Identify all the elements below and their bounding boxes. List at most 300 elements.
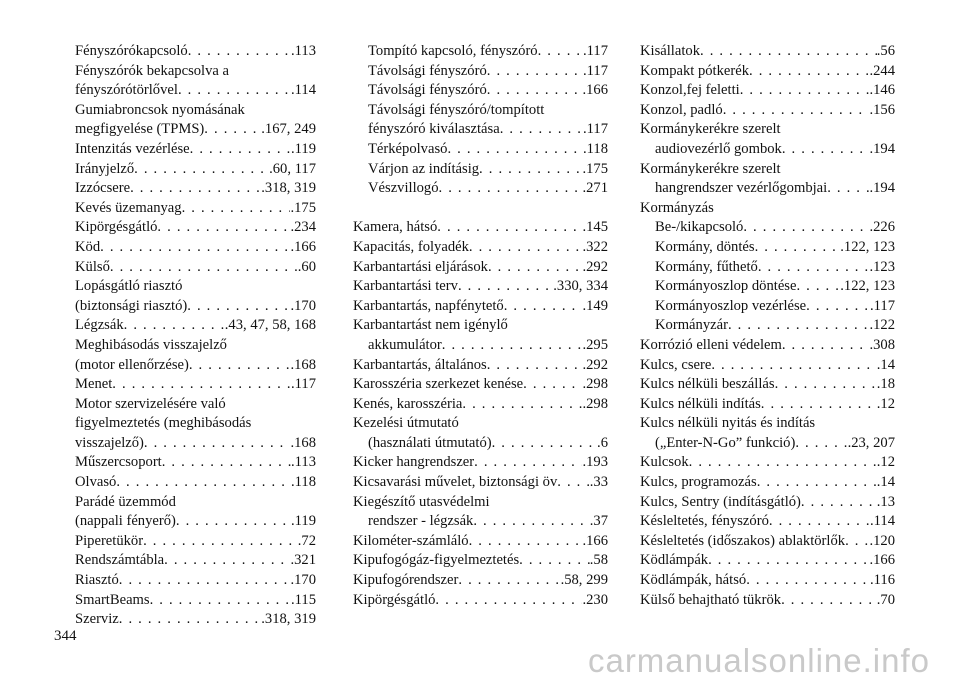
index-term: Meghibásodás visszajelző: [75, 336, 227, 353]
page-reference: .114: [291, 82, 316, 99]
index-term: Kipörgésgátló: [75, 219, 158, 236]
page-reference: .170: [290, 297, 316, 314]
index-entry-line: [640, 591, 895, 611]
index-term: figyelmeztetés (meghibásodás: [75, 415, 252, 432]
index-entry-line: [368, 81, 608, 101]
index-entry: [640, 238, 895, 258]
dot-leader: [144, 434, 291, 454]
page-reference: .119: [291, 513, 316, 530]
page-reference: .13: [876, 493, 895, 510]
index-entry-line: [368, 120, 608, 140]
dot-leader: [178, 81, 291, 101]
index-term: Kulcs, programozás: [640, 474, 757, 491]
watermark: carmanualsonline.info: [587, 642, 930, 679]
index-term: Kicker hangrendszer: [353, 454, 475, 471]
index-term: Távolsági fényszóró/tompított: [368, 101, 545, 118]
dot-leader: [740, 81, 870, 101]
index-entry-line: [75, 199, 316, 219]
index-entry: [640, 81, 895, 101]
dot-leader: [204, 120, 261, 140]
page-reference: .166: [869, 552, 895, 569]
index-term: Fényszórókapcsoló: [75, 43, 188, 59]
dot-leader: [746, 571, 870, 591]
page-reference: .113: [291, 454, 316, 471]
dot-leader: [469, 238, 583, 258]
index-entry-line: [655, 238, 895, 258]
page-reference: .166: [290, 238, 316, 255]
index-entry-line: [75, 356, 316, 376]
index-term: Kulcs, Sentry (indításgátló): [640, 493, 801, 510]
index-entry: [75, 140, 316, 160]
index-entry-line: [640, 493, 895, 513]
index-entry: [75, 473, 316, 493]
dot-leader: [488, 258, 583, 278]
page-reference: .116: [870, 572, 895, 589]
index-entry: [353, 316, 608, 355]
index-entry-line: [640, 356, 895, 376]
index-entry-line: [353, 591, 608, 611]
page-reference: .298: [582, 395, 608, 412]
page-number: 344: [54, 628, 77, 644]
index-entry: [75, 160, 316, 180]
page-reference: .166: [582, 82, 608, 99]
index-entry: [640, 316, 895, 336]
index-entry: [640, 414, 895, 453]
index-term: Izzócsere: [75, 180, 131, 197]
page-reference: .118: [583, 140, 608, 157]
index-entry-line: [655, 258, 895, 278]
index-entry-line: [353, 571, 608, 591]
page-reference: .330, 334: [553, 278, 608, 295]
index-term: visszajelző): [75, 434, 144, 451]
index-entry: [353, 160, 608, 180]
dot-leader: [100, 238, 290, 258]
index-entry-line: [75, 493, 316, 513]
index-entry-line: [640, 414, 895, 434]
dot-leader: [458, 571, 560, 591]
index-entry: [75, 551, 316, 571]
page-reference: .117: [583, 121, 608, 138]
index-entry-line: [640, 101, 895, 121]
index-entry-line: [353, 356, 608, 376]
index-entry-line: [75, 414, 316, 434]
page-reference: .230: [582, 591, 608, 608]
page-reference: .60, 117: [269, 160, 316, 177]
index-entry-line: [368, 140, 608, 160]
index-entry-line: [75, 336, 316, 356]
index-entry: [353, 551, 608, 571]
index-entry: [353, 414, 608, 453]
dot-leader: [796, 277, 840, 297]
index-entry: [640, 160, 895, 199]
dot-leader: [150, 591, 291, 611]
index-entry-line: [368, 160, 608, 180]
page-reference: .120: [869, 532, 895, 549]
index-term: Karbantartási eljárások: [353, 258, 488, 275]
index-gap: [353, 199, 608, 219]
index-entry-line: [640, 571, 895, 591]
index-term: Kormánykerékre szerelt: [640, 160, 781, 177]
index-term: Gumiabroncsok nyomásának: [75, 101, 245, 118]
index-term: Vészvillogó: [368, 180, 439, 197]
index-entry: [640, 297, 895, 317]
index-term: Riasztó: [75, 572, 119, 589]
page-reference: .166: [582, 532, 608, 549]
index-entry-line: [353, 218, 608, 238]
index-entry-line: [353, 238, 608, 258]
index-term: Kenés, karosszéria: [353, 395, 463, 412]
index-entry-line: [75, 238, 316, 258]
index-entry-line: [353, 258, 608, 278]
page-reference: .167, 249: [261, 121, 316, 138]
page-reference: .115: [291, 591, 316, 608]
index-entry: [640, 551, 895, 571]
index-entry: [353, 493, 608, 532]
index-entry-line: [75, 316, 316, 336]
index-entry: [75, 179, 316, 199]
dot-leader: [439, 179, 583, 199]
page-reference: .168: [290, 356, 316, 373]
index-entry-line: [75, 512, 316, 532]
index-entry-line: [353, 453, 608, 473]
index-term: rendszer - légzsák: [368, 513, 474, 530]
index-term: Irányjelző: [75, 160, 135, 177]
index-entry-line: [353, 512, 608, 532]
dot-leader: [435, 591, 582, 611]
index-entry: [353, 140, 608, 160]
index-entry-line: [640, 140, 895, 160]
index-term: Légzsák: [75, 317, 124, 334]
dot-leader: [689, 453, 877, 473]
dot-leader: [711, 356, 876, 376]
dot-leader: [473, 512, 589, 532]
page-reference: .226: [869, 219, 895, 236]
page-reference: .168: [290, 434, 316, 451]
index-entry-line: [75, 42, 316, 62]
dot-leader: [523, 375, 582, 395]
dot-leader: [757, 473, 877, 493]
index-entry: [640, 395, 895, 415]
page-reference: .56: [876, 43, 895, 59]
index-entry: [353, 395, 608, 415]
index-entry: [640, 453, 895, 473]
index-entry: [353, 81, 608, 101]
index-entry: [640, 199, 895, 219]
index-entry: [353, 473, 608, 493]
index-term: Konzol,fej feletti: [640, 82, 740, 99]
index-entry-line: [75, 395, 316, 415]
page-reference: .149: [582, 297, 608, 314]
index-term: Kicsavarási művelet, biztonsági öv: [353, 474, 558, 491]
dot-leader: [769, 512, 870, 532]
index-term: Kormánykerékre szerelt: [640, 121, 781, 138]
index-entry: [75, 453, 316, 473]
index-term: Távolsági fényszóró: [368, 82, 487, 99]
index-entry-line: [75, 473, 316, 493]
index-entry: [640, 512, 895, 532]
page-reference: .318, 319: [261, 611, 316, 628]
index-term: Motor szervizelésére való: [75, 395, 226, 412]
dot-leader: [538, 42, 583, 62]
index-term: audiovezérlő gombok: [655, 140, 782, 157]
index-term: Késleltetés, fényszóró: [640, 513, 769, 530]
index-term: hangrendszer vezérlőgombjai: [655, 180, 828, 197]
dot-leader: [162, 453, 291, 473]
index-entry: [75, 395, 316, 454]
index-column-1: [75, 42, 316, 630]
index-term: Karbantartási terv: [353, 278, 458, 295]
page-reference: .175: [582, 160, 608, 177]
index-entry-line: [353, 336, 608, 356]
dot-leader: [190, 140, 291, 160]
page-reference: .119: [291, 140, 316, 157]
index-term: Kipufogórendszer: [353, 572, 459, 589]
index-entry: [75, 218, 316, 238]
page-reference: .321: [290, 552, 316, 569]
index-entry-line: [75, 551, 316, 571]
index-entry: [353, 571, 608, 591]
index-term: Kulcs nélküli nyitás és indítás: [640, 415, 816, 432]
index-entry-line: [75, 258, 316, 278]
page-reference: .122, 123: [840, 238, 895, 255]
index-term: Kulcs nélküli indítás: [640, 395, 761, 412]
index-term: Konzol, padló: [640, 101, 723, 118]
index-entry-line: [640, 473, 895, 493]
index-term: Kompakt pótkerék: [640, 62, 750, 79]
page-reference: .37: [589, 513, 608, 530]
page-reference: .156: [869, 101, 895, 118]
index-entry-line: [75, 434, 316, 454]
index-entry-line: [353, 532, 608, 552]
index-entry: [75, 258, 316, 278]
index-entry: [75, 101, 316, 140]
index-entry-line: [353, 493, 608, 513]
index-term: Kulcsok: [640, 454, 689, 471]
index-entry: [353, 258, 608, 278]
index-entry: [640, 591, 895, 611]
index-entry: [353, 101, 608, 140]
index-term: Térképolvasó: [368, 140, 448, 157]
index-entry-line: [353, 395, 608, 415]
page-reference: .118: [291, 474, 316, 491]
index-entry-line: [655, 277, 895, 297]
index-entry-line: [75, 218, 316, 238]
index-entry-line: [640, 336, 895, 356]
index-entry: [75, 493, 316, 532]
index-entry-line: [640, 199, 895, 219]
index-entry-line: [655, 218, 895, 238]
index-entry-line: [75, 297, 316, 317]
index-entry: [640, 375, 895, 395]
index-entry: [640, 571, 895, 591]
index-term: Kormányzás: [640, 199, 714, 216]
page-reference: .60: [297, 258, 316, 275]
index-entry-line: [353, 551, 608, 571]
page-reference: .123: [869, 258, 895, 275]
page-reference: .318, 319: [261, 180, 316, 197]
dot-leader: [124, 316, 225, 336]
index-entry-line: [655, 316, 895, 336]
index-entry-line: [368, 62, 608, 82]
index-entry-line: [640, 81, 895, 101]
index-entry-line: [640, 120, 895, 140]
index-entry-line: [640, 395, 895, 415]
index-entry: [640, 258, 895, 278]
index-term: Késleltetés (időszakos) ablaktörlők: [640, 532, 846, 549]
page-reference: .170: [290, 572, 316, 589]
dot-leader: [479, 160, 582, 180]
page-reference: .194: [869, 180, 895, 197]
index-entry-line: [353, 375, 608, 395]
dot-leader: [504, 297, 583, 317]
index-term: (használati útmutató): [368, 434, 492, 451]
index-entry: [640, 277, 895, 297]
index-entry-line: [75, 532, 316, 552]
index-term: Köd: [75, 238, 101, 255]
index-entry-line: [353, 277, 608, 297]
index-term: Kilométer-számláló: [353, 532, 469, 549]
page-reference: .12: [876, 395, 895, 412]
dot-leader: [781, 591, 877, 611]
page-reference: .33: [589, 474, 608, 491]
dot-leader: [782, 336, 870, 356]
index-term: Kormány, döntés: [655, 238, 755, 255]
dot-leader: [827, 179, 869, 199]
page-reference: .122, 123: [840, 278, 895, 295]
dot-leader: [492, 434, 597, 454]
page-reference: .146: [869, 82, 895, 99]
index-entry-line: [353, 473, 608, 493]
index-entry: [75, 238, 316, 258]
index-term: Kormányzár: [655, 317, 728, 334]
index-term: Kisállatok: [640, 43, 700, 59]
dot-leader: [164, 551, 290, 571]
index-entry-line: [640, 512, 895, 532]
page-reference: .117: [291, 376, 316, 393]
index-term: Szerviz: [75, 611, 119, 628]
index-entry: [75, 336, 316, 375]
index-entry: [640, 493, 895, 513]
dot-leader: [134, 160, 269, 180]
dot-leader: [806, 297, 870, 317]
index-term: Kormányoszlop döntése: [655, 278, 797, 295]
page-reference: .12: [876, 454, 895, 471]
index-entry-line: [75, 179, 316, 199]
index-term: Kulcs, csere: [640, 356, 712, 373]
index-term: Karbantartás, általános: [353, 356, 487, 373]
page-reference: .113: [291, 43, 316, 59]
index-entry: [353, 532, 608, 552]
index-term: Lopásgátló riasztó: [75, 278, 183, 295]
index-entry: [640, 218, 895, 238]
page-reference: .292: [582, 356, 608, 373]
index-entry-line: [640, 160, 895, 180]
index-entry-line: [368, 42, 608, 62]
index-term: Kezelési útmutató: [353, 415, 459, 432]
index-term: Kipörgésgátló: [353, 591, 436, 608]
index-term: Karosszéria szerkezet kenése: [353, 376, 524, 393]
index-term: Karbantartást nem igénylő: [353, 317, 508, 334]
dot-leader: [462, 395, 582, 415]
dot-leader: [189, 356, 291, 376]
index-entry: [640, 62, 895, 82]
page-reference: .58: [589, 552, 608, 569]
dot-leader: [519, 551, 590, 571]
index-entry-line: [75, 101, 316, 121]
index-entry: [75, 591, 316, 611]
index-entry-line: [640, 532, 895, 552]
dot-leader: [116, 473, 291, 493]
index-term: SmartBeams: [75, 591, 150, 608]
dot-leader: [447, 140, 583, 160]
page-reference: .23, 207: [847, 434, 895, 451]
index-entry: [75, 316, 316, 336]
index-entry: [75, 42, 316, 62]
index-entry-line: [368, 179, 608, 199]
index-entry: [75, 532, 316, 552]
dot-leader: [157, 218, 290, 238]
index-term: Menet: [75, 376, 113, 393]
dot-leader: [458, 277, 553, 297]
page-reference: .14: [876, 356, 895, 373]
page-reference: .18: [876, 376, 895, 393]
index-entry: [640, 336, 895, 356]
dot-leader: [487, 81, 583, 101]
index-term: Műszercsoport: [75, 454, 162, 471]
index-entry-line: [640, 453, 895, 473]
index-term: Intenzitás vezérlése: [75, 140, 190, 157]
index-entry-line: [353, 434, 608, 454]
index-term: Be-/kikapcsoló: [655, 219, 744, 236]
page-reference: .295: [582, 336, 608, 353]
index-entry-line: [75, 140, 316, 160]
index-entry-line: [368, 101, 608, 121]
index-term: (motor ellenőrzése): [75, 356, 189, 373]
index-entry: [353, 591, 608, 611]
page-reference: .193: [582, 454, 608, 471]
dot-leader: [795, 434, 847, 454]
index-entry-line: [75, 610, 316, 630]
index-term: Külső: [75, 258, 110, 275]
index-term: Fényszórók bekapcsolva a: [75, 62, 229, 79]
page-reference: .117: [583, 43, 608, 59]
index-term: Kipufogógáz-figyelmeztetés: [353, 552, 520, 569]
index-term: (biztonsági riasztó): [75, 297, 188, 314]
page-reference: .58, 299: [560, 572, 608, 589]
index-entry: [353, 42, 608, 62]
index-term: Karbantartás, napfénytető: [353, 297, 504, 314]
index-entry: [353, 453, 608, 473]
dot-leader: [187, 297, 290, 317]
dot-leader: [487, 62, 583, 82]
index-term: Tompító kapcsoló, fényszóró: [368, 43, 538, 59]
index-term: Ködlámpák: [640, 552, 709, 569]
dot-leader: [176, 512, 291, 532]
index-term: Távolsági fényszóró: [368, 62, 487, 79]
dot-leader: [143, 532, 298, 552]
index-term: Kiegészítő utasvédelmi: [353, 493, 490, 510]
index-entry: [75, 199, 316, 219]
index-term: Kapacitás, folyadék: [353, 238, 469, 255]
index-term: Parádé üzemmód: [75, 493, 176, 510]
index-entry: [75, 610, 316, 630]
dot-leader: [442, 336, 583, 356]
index-entry-line: [655, 297, 895, 317]
index-term: Várjon az indításig: [368, 160, 480, 177]
index-term: Kormányoszlop vezérlése: [655, 297, 807, 314]
index-entry: [353, 179, 608, 199]
index-entry-line: [75, 120, 316, 140]
